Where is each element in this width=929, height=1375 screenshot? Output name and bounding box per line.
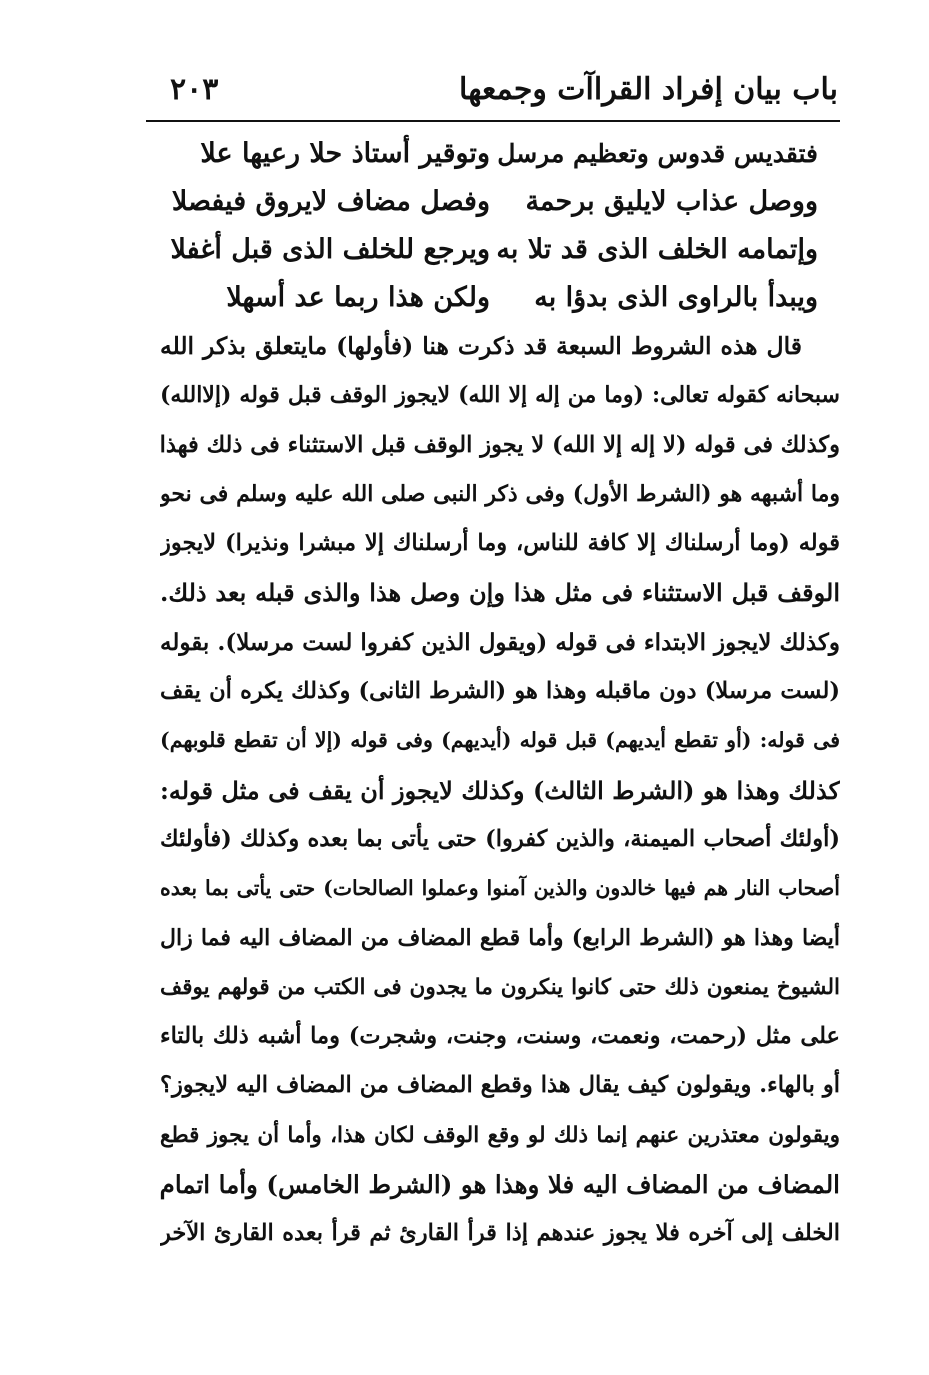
text-line: كذلك وهذا هو (الشرط الثالث) وكذلك لايجوز أن يقف فى مثل قوله: [160,775,840,805]
running-title: باب بيان إفراد القراآت وجمعها [459,72,838,107]
text-line: قوله (وما أرسلناك إلا كافة للناس، وما أرسلناك إلا مبشرا ونذيرا) لايجوز [160,530,840,557]
text-line: (لست مرسلا) دون ماقبله وهذا هو (الشرط الثانى) وكذلك يكره أن يقف [160,678,840,705]
verse-second-hemistich: ولكن هذا ربما عد أسهلا [226,282,490,313]
text-line: الخلف إلى آخره فلا يجوز عندهم إذا قرأ القارئ ثم قرأ بعده القارئ الآخر [160,1220,840,1247]
verse-first-hemistich: وإتمامه الخلف الذى قد تلا به [496,234,818,265]
verse-second-hemistich: وتوقير أستاذ حلا رعيها علا [200,138,490,169]
verse-line [160,274,832,322]
text-line: وما أشبهه هو (الشرط الأول) وفى ذكر النبى صلى الله عليه وسلم فى نحو [160,480,840,507]
text-line: وكذلك فى قوله (لا إله إلا الله) لا يجوز الوقف قبل الاستثناء فى ذلك فهذا [160,431,840,458]
text-line: (أولئك أصحاب الميمنة، والذين كفروا) حتى يأتى بما بعده وكذلك (فأولئك [160,825,840,852]
text-line: قال هذه الشروط السبعة قد ذكرت هنا (فأولها) مايتعلق بذكر الله [160,332,802,360]
commentary-text [160,322,840,1259]
verse-line [160,226,832,274]
text-line: سبحانه كقوله تعالى: (وما من إله إلا الله) لايجوز الوقف قبل قوله (إلاالله) [160,382,840,409]
text-line: الوقف قبل الاستثناء فى مثل هذا وإن وصل هذا والذى قبله بعد ذلك. [160,578,840,608]
page-header [148,66,838,122]
verse-first-hemistich: ووصل عذاب لايليق برحمة [525,186,818,217]
text-line: فى قوله: (أو تقطع أيديهم) قبل قوله (أيديهم) وفى قوله (إلا أن تقطع قلوبهم) [160,728,840,753]
verse-first-hemistich: فتقديس قدوس وتعظيم مرسل [497,139,818,168]
verse-second-hemistich: ويرجع للخلف الذى قبل أغفلا [170,234,490,265]
text-line: أصحاب النار هم فيها خالدون والذين آمنوا وعملوا الصالحات) حتى يأتى بما بعده [160,876,840,901]
header-rule [146,120,840,122]
verse-first-hemistich: ويبدأ بالراوى الذى بدؤا به [534,282,818,313]
text-line: المضاف من المضاف اليه فلا وهذا هو (الشرط الخامس) وأما اتمام [160,1170,840,1200]
text-line: الشيوخ يمنعون ذلك حتى كانوا ينكرون ما يجدون فى الكتب من قولهم يوقف [160,974,840,1000]
verse-line [160,130,832,178]
text-line: على مثل (رحمت، ونعمت، وسنت، وجنت، وشجرت) وما أشبه ذلك بالتاء [160,1023,840,1050]
text-line: ويقولون معتذرين عنهم إنما ذلك لو وقع الوقف لكان هذا، وأما أن يجوز قطع [160,1122,840,1148]
verse-second-hemistich: وفصل مضاف لايروق فيفصلا [171,186,490,217]
page-number: ٢٠٣ [170,72,219,107]
text-line: أيضا وهذا هو (الشرط الرابع) وأما قطع المضاف من المضاف اليه فما زال [160,924,840,951]
verse-block [160,130,832,322]
text-line: أو بالهاء. ويقولون كيف يقال هذا وقطع المضاف من المضاف اليه لايجوز؟ [160,1072,840,1099]
text-line: وكذلك لايجوز الابتداء فى قوله (ويقول الذين كفروا لست مرسلا). بقوله [160,628,840,656]
verse-line [160,178,832,226]
